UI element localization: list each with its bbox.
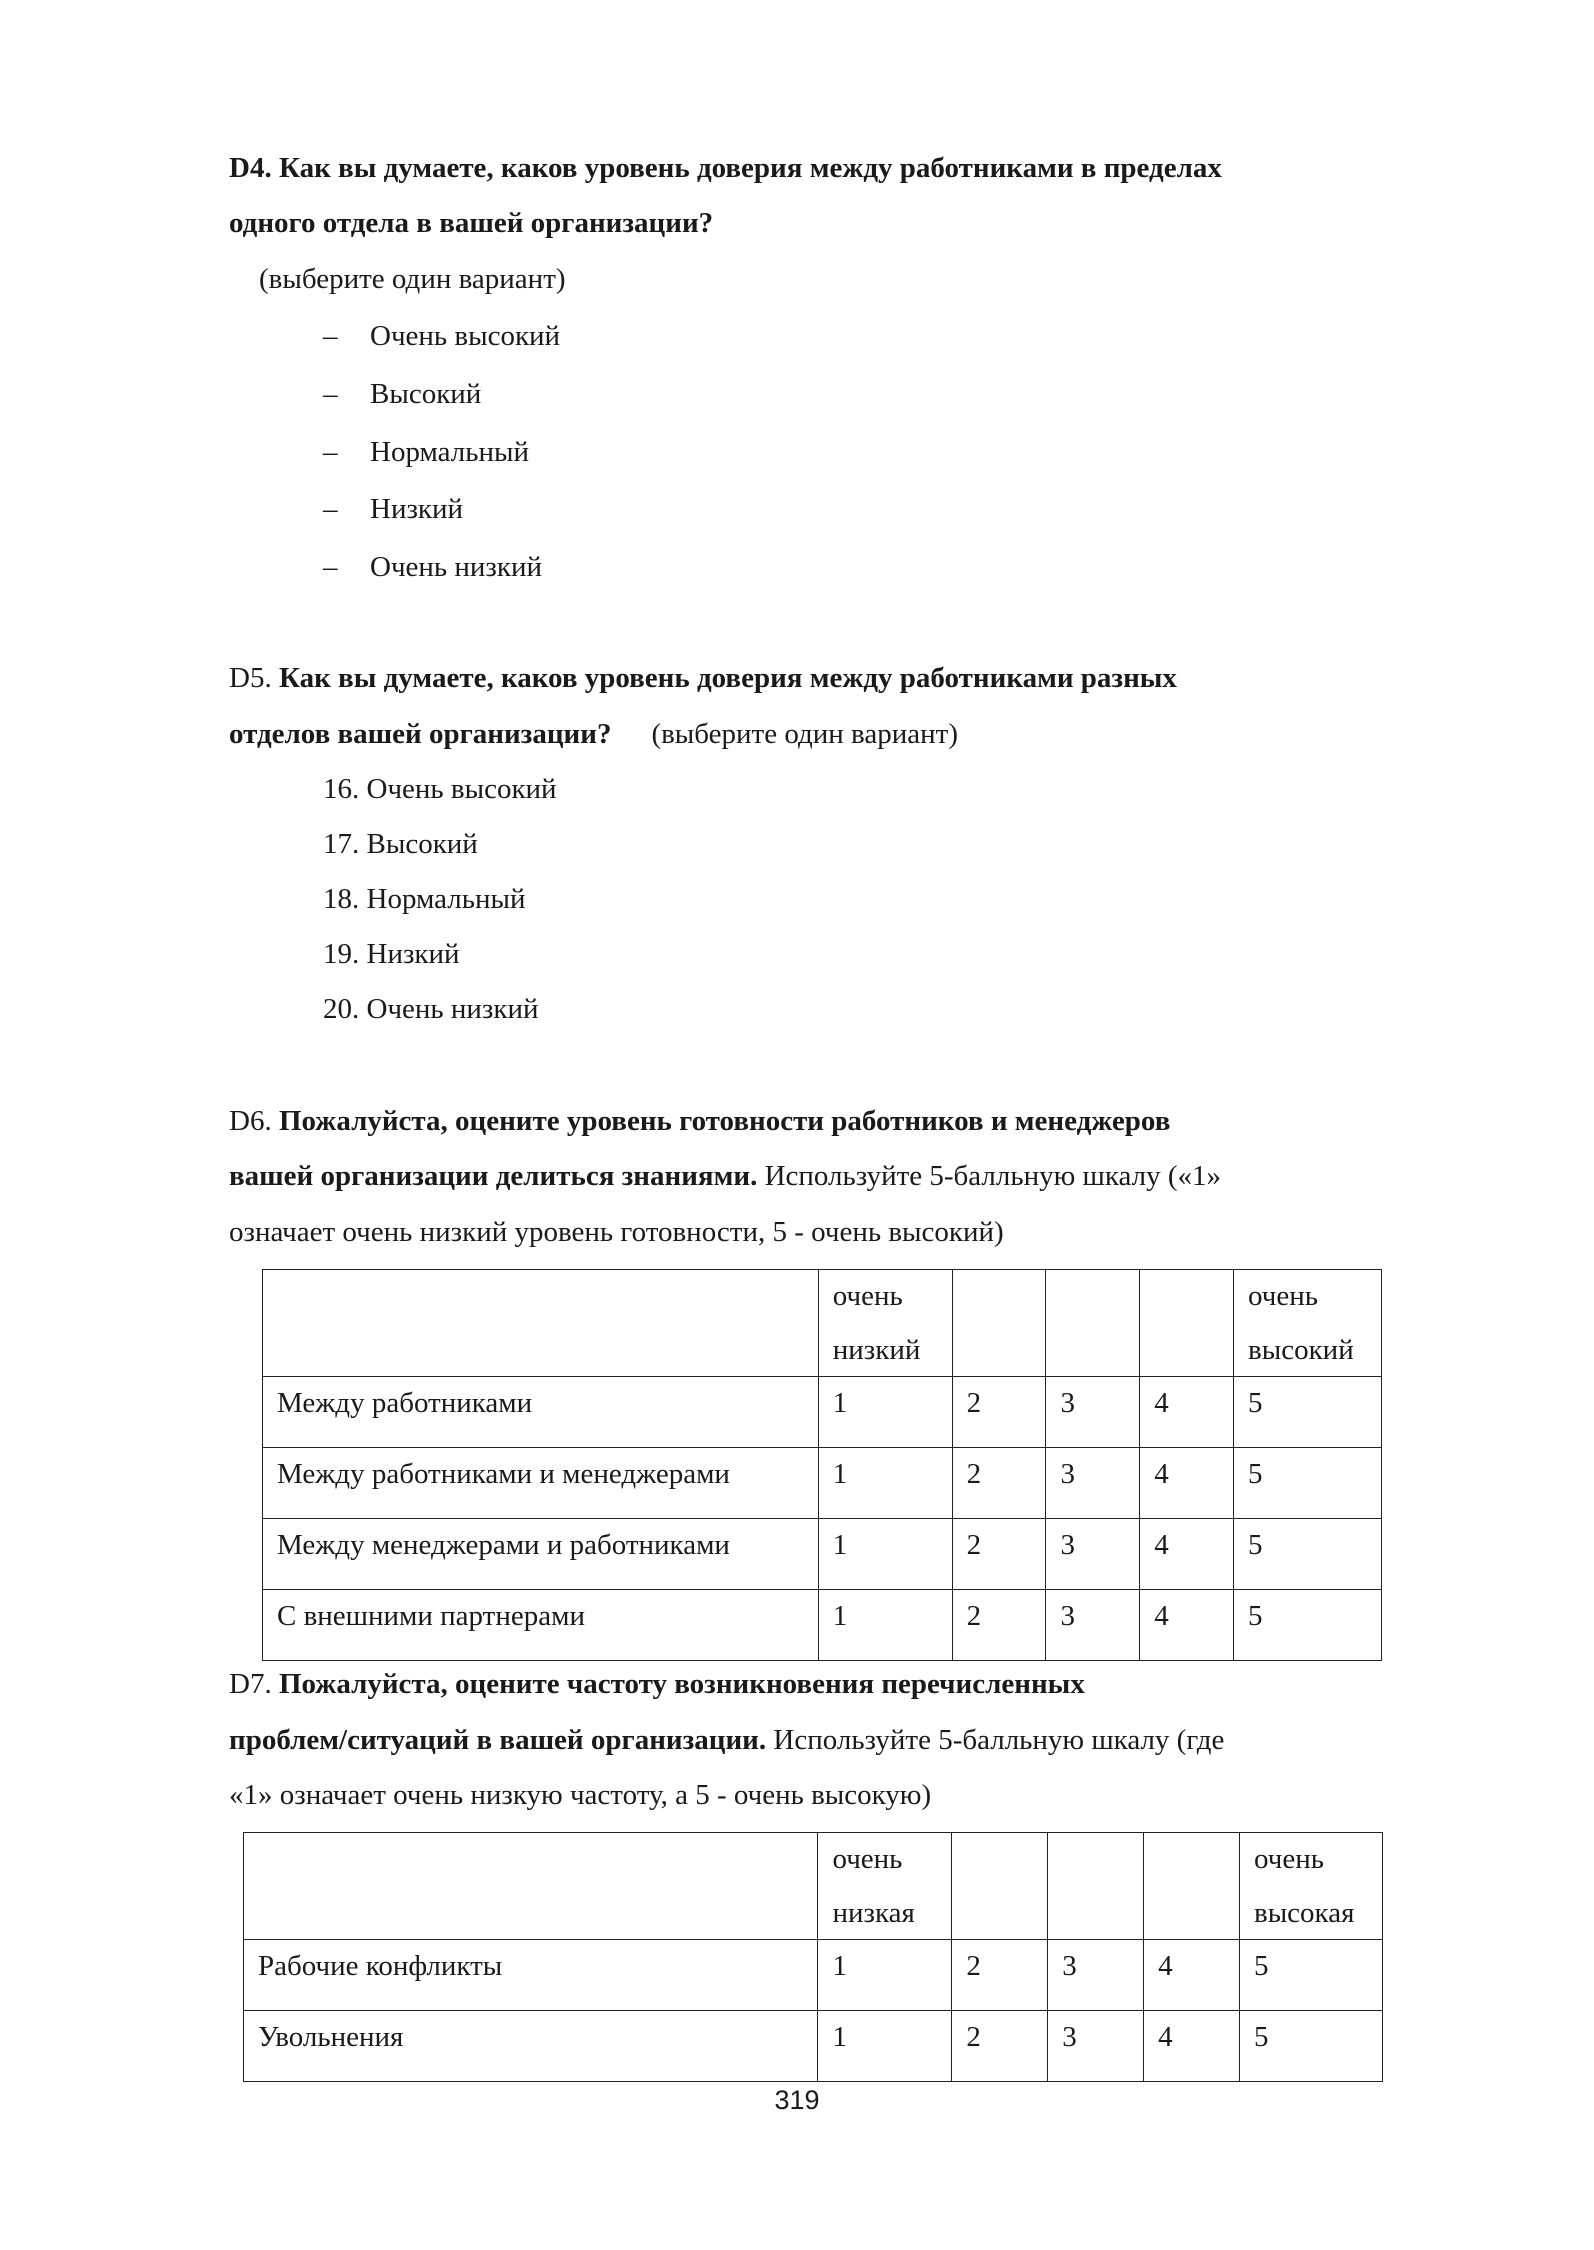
table-header-low <box>818 1270 952 1377</box>
rating-cell[interactable]: 5 <box>1234 1377 1382 1448</box>
rating-cell[interactable]: 1 <box>818 1590 952 1661</box>
d6-title-text2: вашей организации делиться знаниями. <box>229 1160 758 1192</box>
table-header-empty <box>1140 1270 1234 1377</box>
dash-bullet: – <box>323 320 338 352</box>
table-header-row <box>244 1833 1383 1940</box>
d5-title-text2: отделов вашей организации? <box>229 718 612 750</box>
rating-cell[interactable]: 5 <box>1234 1590 1382 1661</box>
table-header-row <box>263 1270 1382 1377</box>
row-label: Между работниками <box>263 1377 819 1448</box>
d5-option-number: 18. <box>323 883 360 915</box>
table-row <box>263 1377 1382 1448</box>
d7-title-line1 <box>229 1664 1085 1704</box>
table-header-empty <box>263 1270 819 1377</box>
d4-option <box>323 316 560 356</box>
rating-cell[interactable]: 1 <box>818 1448 952 1519</box>
d4-option-label: Очень низкий <box>370 551 543 583</box>
d5-title-line1 <box>229 658 1177 698</box>
d7-title-line2 <box>229 1720 1224 1760</box>
d7-title-text: Пожалуйста, оцените частоту возникновения перечисленных <box>278 1668 1085 1700</box>
rating-cell[interactable]: 1 <box>818 1519 952 1590</box>
rating-cell[interactable]: 2 <box>952 1448 1046 1519</box>
d6-title-line2 <box>229 1156 1221 1196</box>
table-header-high <box>1240 1833 1383 1940</box>
row-label: Между менеджерами и работниками <box>263 1519 819 1590</box>
row-label: Между работниками и менеджерами <box>263 1448 819 1519</box>
d5-option-label: Очень низкий <box>366 993 539 1025</box>
d4-title-line2: одного отдела в вашей организации? <box>229 207 714 239</box>
table-header-low <box>818 1833 952 1940</box>
header-high-line2: высокий <box>1248 1334 1354 1366</box>
d7-title-text2: проблем/ситуаций в вашей организации. <box>229 1724 767 1756</box>
rating-cell[interactable]: 2 <box>952 1940 1048 2011</box>
table-header-empty <box>1144 1833 1240 1940</box>
d4-option-label: Нормальный <box>370 436 530 468</box>
d7-scale-text: Используйте 5-балльную шкалу (где <box>773 1724 1225 1756</box>
d5-option-label: Очень высокий <box>366 773 557 805</box>
rating-cell[interactable]: 3 <box>1046 1590 1140 1661</box>
d5-option <box>323 879 526 919</box>
d7-rating-table <box>243 1832 1383 2082</box>
d5-label: D5. <box>229 662 272 694</box>
header-high-line1: очень <box>1248 1280 1318 1312</box>
rating-cell[interactable]: 4 <box>1140 1519 1234 1590</box>
d5-option-label: Нормальный <box>366 883 526 915</box>
rating-cell[interactable]: 3 <box>1046 1519 1140 1590</box>
rating-cell[interactable]: 4 <box>1140 1590 1234 1661</box>
row-label: Рабочие конфликты <box>244 1940 818 2011</box>
d5-instruction: (выберите один вариант) <box>651 718 958 750</box>
page-number: 319 <box>774 2085 820 2115</box>
rating-cell[interactable]: 3 <box>1048 1940 1144 2011</box>
rating-cell[interactable]: 3 <box>1048 2011 1144 2082</box>
d4-option <box>323 547 542 587</box>
dash-bullet: – <box>323 436 338 468</box>
row-label: С внешними партнерами <box>263 1590 819 1661</box>
row-label: Увольнения <box>244 2011 818 2082</box>
d5-option-label: Низкий <box>366 938 460 970</box>
d5-option <box>323 934 460 974</box>
rating-cell[interactable]: 5 <box>1234 1448 1382 1519</box>
rating-cell[interactable]: 3 <box>1046 1377 1140 1448</box>
d6-title-text: Пожалуйста, оцените уровень готовности работников и менеджеров <box>278 1105 1171 1137</box>
table-row <box>244 1940 1383 2011</box>
rating-cell[interactable]: 5 <box>1234 1519 1382 1590</box>
table-row <box>263 1448 1382 1519</box>
header-high-line1: очень <box>1254 1843 1324 1875</box>
d5-option <box>323 824 478 864</box>
d4-option <box>323 489 463 529</box>
table-row <box>263 1590 1382 1661</box>
d6-title-line1 <box>229 1101 1170 1141</box>
rating-cell[interactable]: 4 <box>1144 1940 1240 2011</box>
rating-cell[interactable]: 2 <box>952 2011 1048 2082</box>
table-header-empty <box>952 1833 1048 1940</box>
rating-cell[interactable]: 2 <box>952 1377 1046 1448</box>
d5-option-number: 19. <box>323 938 360 970</box>
table-header-empty <box>1048 1833 1144 1940</box>
table-header-high <box>1234 1270 1382 1377</box>
rating-cell[interactable]: 4 <box>1140 1377 1234 1448</box>
table-header-empty <box>244 1833 818 1940</box>
rating-cell[interactable]: 4 <box>1144 2011 1240 2082</box>
d5-title-line2 <box>229 714 958 754</box>
d7-label: D7. <box>229 1668 272 1700</box>
rating-cell[interactable]: 4 <box>1140 1448 1234 1519</box>
header-low-line1: очень <box>832 1843 903 1875</box>
d7-title-line3: «1» означает очень низкую частоту, а 5 - очень высокую) <box>229 1779 932 1811</box>
d4-option <box>323 374 481 414</box>
d5-option-number: 17. <box>323 828 360 860</box>
d4-instruction: (выберите один вариант) <box>259 263 566 295</box>
rating-cell[interactable]: 1 <box>818 2011 952 2082</box>
header-low-line2: низкий <box>832 1334 921 1366</box>
d4-option-label: Высокий <box>370 378 482 410</box>
d5-option <box>323 769 557 809</box>
table-header-empty <box>952 1270 1046 1377</box>
d4-option-label: Низкий <box>370 493 464 525</box>
rating-cell[interactable]: 2 <box>952 1590 1046 1661</box>
rating-cell[interactable]: 2 <box>952 1519 1046 1590</box>
header-high-line2: высокая <box>1254 1897 1355 1929</box>
d5-option-label: Высокий <box>366 828 478 860</box>
d6-rating-table <box>262 1269 1382 1661</box>
dash-bullet: – <box>323 378 338 410</box>
dash-bullet: – <box>323 551 338 583</box>
d5-option-number: 20. <box>323 993 360 1025</box>
d6-label: D6. <box>229 1105 272 1137</box>
d4-option <box>323 432 529 472</box>
header-low-line2: низкая <box>832 1897 915 1929</box>
d4-title-line1: D4. Как вы думаете, каков уровень доверия между работниками в пределах <box>229 152 1222 184</box>
rating-cell[interactable]: 3 <box>1046 1448 1140 1519</box>
d5-title-text: Как вы думаете, каков уровень доверия между работниками разных <box>278 662 1177 694</box>
dash-bullet: – <box>323 493 338 525</box>
d6-scale-text: Используйте 5-балльную шкалу («1» <box>764 1160 1222 1192</box>
d5-option <box>323 989 539 1029</box>
rating-cell[interactable]: 5 <box>1240 2011 1383 2082</box>
table-row <box>244 2011 1383 2082</box>
rating-cell[interactable]: 1 <box>818 1377 952 1448</box>
d6-title-line3: означает очень низкий уровень готовности, 5 - очень высокий) <box>229 1216 1004 1248</box>
rating-cell[interactable]: 5 <box>1240 1940 1383 2011</box>
d5-option-number: 16. <box>323 773 360 805</box>
d4-option-label: Очень высокий <box>370 320 561 352</box>
table-row <box>263 1519 1382 1590</box>
rating-cell[interactable]: 1 <box>818 1940 952 2011</box>
table-header-empty <box>1046 1270 1140 1377</box>
header-low-line1: очень <box>832 1280 903 1312</box>
